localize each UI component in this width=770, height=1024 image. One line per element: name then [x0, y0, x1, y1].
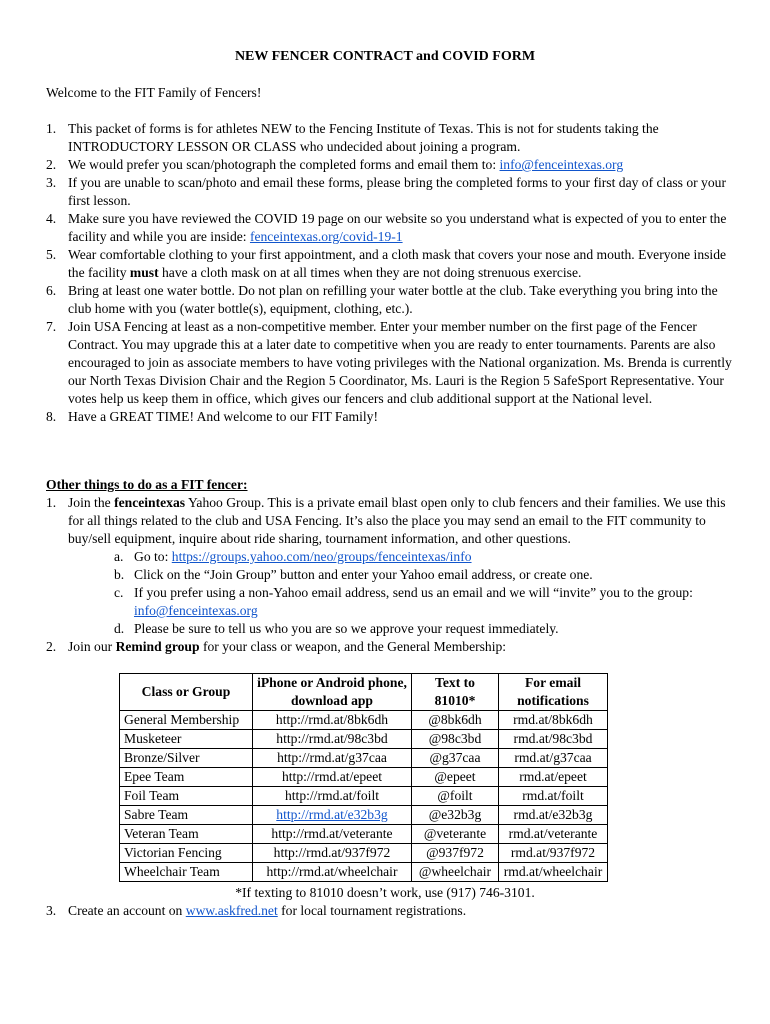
list-item: [46, 210, 736, 246]
table-row: [120, 825, 608, 844]
email-link-cell: rmd.at/98c3bd: [499, 730, 608, 749]
email-link-cell: rmd.at/e32b3g: [499, 806, 608, 825]
email-link-cell: rmd.at/foilt: [499, 787, 608, 806]
covid-page-link[interactable]: fenceintexas.org/covid-19-1: [249, 229, 403, 244]
app-link-cell: http://rmd.at/epeet: [253, 768, 412, 787]
other-things-list: [46, 494, 736, 656]
item-text: Have a GREAT TIME! And welcome to our FIT Family!: [68, 409, 378, 424]
remind-groups-table: [119, 673, 608, 882]
group-name-cell: General Membership: [120, 711, 253, 730]
app-link-cell: http://rmd.at/veterante: [253, 825, 412, 844]
column-header: For email notifications: [499, 674, 608, 711]
item-number: 4.: [46, 211, 57, 226]
group-name-cell: Wheelchair Team: [120, 863, 253, 882]
group-name-cell: Veteran Team: [120, 825, 253, 844]
table-row: [120, 844, 608, 863]
app-link-cell: http://rmd.at/foilt: [253, 787, 412, 806]
item-text: Join the: [68, 495, 115, 510]
list-item: [46, 318, 736, 408]
app-link-cell: http://rmd.at/98c3bd: [253, 730, 412, 749]
item-text: Click on the “Join Group” button and enter your Yahoo email address, or create one.: [134, 567, 593, 582]
table-row: [120, 806, 608, 825]
item-number: 6.: [46, 283, 57, 298]
app-link-cell: http://rmd.at/g37caa: [253, 749, 412, 768]
email-link-cell: rmd.at/937f972: [499, 844, 608, 863]
text-code-cell: @wheelchair: [412, 863, 499, 882]
item-text: Yahoo Group. This is a private email blast open only to club fencers and their families. We use this for all things related to the club and USA Fencing. It’s also the place you may send an email to the FIT community to buy/sell equipment, inquire about ride sharing, tournament information, and other questions.: [68, 495, 726, 546]
list-item: [46, 902, 736, 920]
sub-list-item: [114, 548, 736, 566]
email-link-cell: rmd.at/wheelchair: [499, 863, 608, 882]
list-item: [46, 408, 736, 426]
text-code-cell: @e32b3g: [412, 806, 499, 825]
text-code-cell: @g37caa: [412, 749, 499, 768]
app-link-cell: http://rmd.at/937f972: [253, 844, 412, 863]
table-row: [120, 730, 608, 749]
item-number: 1.: [46, 495, 57, 510]
instructions-list: [46, 120, 736, 426]
group-name-cell: Bronze/Silver: [120, 749, 253, 768]
askfred-link[interactable]: www.askfred.net: [185, 903, 278, 918]
list-item: [46, 638, 736, 656]
text-code-cell: @foilt: [412, 787, 499, 806]
item-text: for local tournament registrations.: [277, 903, 467, 918]
list-item: [46, 282, 736, 318]
list-item: [46, 156, 736, 174]
column-header: Class or Group: [120, 674, 253, 711]
emphasis-text: must: [129, 265, 159, 280]
item-number: 7.: [46, 319, 57, 334]
item-text: Bring at least one water bottle. Do not plan on refilling your water bottle at the club. Take everything you bring into the club home with you (water bottle(s), equipment, clothing, etc.).: [68, 283, 718, 316]
group-name-cell: Musketeer: [120, 730, 253, 749]
item-text: Make sure you have reviewed the COVID 19 page on our website so you understand what is expected of you to enter the facility and while you are inside:: [68, 211, 727, 244]
page-title: NEW FENCER CONTRACT and COVID FORM: [234, 49, 536, 64]
list-item: [46, 246, 736, 282]
table-row: [120, 787, 608, 806]
table-row: [120, 768, 608, 787]
group-name-cell: Epee Team: [120, 768, 253, 787]
item-text: If you prefer using a non-Yahoo email address, send us an email and we will “invite” you to the group:: [134, 585, 693, 600]
table-header-row: [120, 674, 608, 711]
app-link-cell: http://rmd.at/8bk6dh: [253, 711, 412, 730]
group-name-cell: Victorian Fencing: [120, 844, 253, 863]
text-code-cell: @epeet: [412, 768, 499, 787]
text-code-cell: @937f972: [412, 844, 499, 863]
email-link-cell: rmd.at/veterante: [499, 825, 608, 844]
list-item: [46, 494, 736, 638]
table-row: [120, 863, 608, 882]
item-number: 5.: [46, 247, 57, 262]
table-row: [120, 749, 608, 768]
item-number: 3.: [46, 903, 57, 918]
sub-list-item: [114, 566, 736, 584]
item-number: 8.: [46, 409, 57, 424]
column-header: iPhone or Android phone, download app: [253, 674, 412, 711]
item-number: c.: [114, 585, 124, 600]
sub-list: [68, 548, 736, 638]
email-link-cell: rmd.at/epeet: [499, 768, 608, 787]
item-text: for your class or weapon, and the General Membership:: [199, 639, 507, 654]
column-header: Text to 81010*: [412, 674, 499, 711]
email-link[interactable]: info@fenceintexas.org: [134, 603, 258, 618]
app-link-cell: http://rmd.at/wheelchair: [253, 863, 412, 882]
item-text: Create an account on: [68, 903, 186, 918]
item-number: 3.: [46, 175, 57, 190]
item-number: 2.: [46, 157, 57, 172]
text-code-cell: @98c3bd: [412, 730, 499, 749]
item-text: We would prefer you scan/photograph the completed forms and email them to:: [68, 157, 500, 172]
item-number: d.: [114, 621, 125, 636]
item-text: Go to:: [134, 549, 172, 564]
email-link[interactable]: info@fenceintexas.org: [499, 157, 624, 172]
section-heading: Other things to do as a FIT fencer:: [46, 477, 248, 492]
email-link-cell: rmd.at/g37caa: [499, 749, 608, 768]
yahoo-group-link[interactable]: https://groups.yahoo.com/neo/groups/fenceintexas/info: [171, 549, 472, 564]
text-code-cell: @8bk6dh: [412, 711, 499, 730]
item-number: a.: [114, 549, 124, 564]
item-text: If you are unable to scan/photo and email these forms, please bring the completed forms to your first day of class or your first lesson.: [68, 175, 726, 208]
item-text: Join our: [68, 639, 116, 654]
item-number: 1.: [46, 121, 57, 136]
item-text: Please be sure to tell us who you are so we approve your request immediately.: [134, 621, 559, 636]
group-name-cell: Sabre Team: [120, 806, 253, 825]
remind-link[interactable]: http://rmd.at/e32b3g: [276, 807, 388, 822]
table-row: [120, 711, 608, 730]
item-text: Wear comfortable clothing to your first appointment, and a cloth mask that covers your nose and mouth. Everyone inside the facility: [68, 247, 727, 280]
item-number: 2.: [46, 639, 57, 654]
sub-list-item: [114, 584, 736, 620]
item-text: Join USA Fencing at least as a non-competitive member. Enter your member number on the first page of the Fencer Contract. You may upgrade this at a later date to competitive when you are ready to enter tournaments. Parents are also encouraged to join as associate members to have voting privileges with the National organization. Ms. Brenda is currently our North Texas Division Chair and the Region 5 Coordinator, Ms. Lauri is the Region 5 SafeSport Representative. Your votes help us keep them in office, which gives our fencers and club additional support at the National level.: [68, 319, 732, 406]
item-text: have a cloth mask on at all times when they are not doing strenuous exercise.: [158, 265, 582, 280]
item-number: b.: [114, 567, 125, 582]
text-code-cell: @veterante: [412, 825, 499, 844]
app-link-cell: [253, 806, 412, 825]
sub-list-item: [114, 620, 736, 638]
emphasis-text: Remind group: [115, 639, 200, 654]
texting-note: *If texting to 81010 doesn’t work, use (917) 746-3101.: [235, 885, 535, 900]
welcome-text: Welcome to the FIT Family of Fencers!: [46, 85, 262, 100]
list-item: [46, 120, 736, 156]
table-body: [120, 711, 608, 882]
emphasis-text: fenceintexas: [114, 495, 186, 510]
group-name-cell: Foil Team: [120, 787, 253, 806]
email-link-cell: rmd.at/8bk6dh: [499, 711, 608, 730]
list-item: [46, 174, 736, 210]
item-text: This packet of forms is for athletes NEW to the Fencing Institute of Texas. This is not for students taking the INTRODUCTORY LESSON OR CLASS who undecided about joining a program.: [68, 121, 659, 154]
